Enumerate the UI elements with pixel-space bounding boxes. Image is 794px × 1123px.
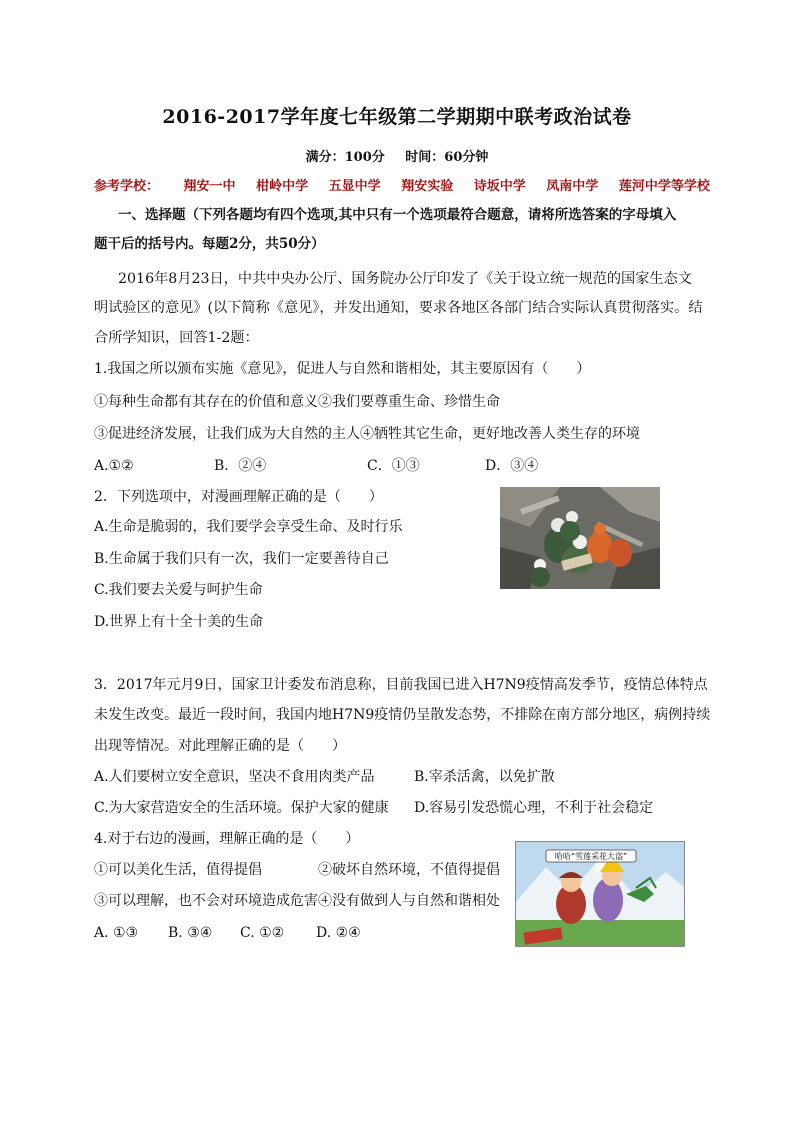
section-heading-cont: 题干后的括号内。每题2分，共50分）: [94, 236, 325, 252]
school-item: 莲河中学等学校: [618, 179, 710, 194]
question-2-choice-a: A.生命是脆弱的，我们要学会享受生命、及时行乐: [94, 519, 403, 535]
section-heading: 一、选择题（下列各题均有四个选项,其中只有一个选项最符合题意，请将所选答案的字母填入: [118, 207, 677, 223]
exam-meta: [0, 146, 794, 165]
question-1-choice-d: D．③④: [485, 458, 539, 474]
question-1-choice-b: B．②④: [214, 458, 267, 474]
full-score: 满分：100分: [305, 150, 385, 165]
intro-paragraph: 2016年8月23日，中共中央办公厅、国务院办公厅印发了《关于设立统一规范的国家生态文: [118, 271, 692, 287]
rescue-photo-drawing: [500, 487, 660, 589]
question-1-stem: 1.我国之所以颁布实施《意见》，促进人与自然和谐相处，其主要原因有（ ）: [94, 361, 591, 377]
question-1-choice-a: A.①②: [94, 458, 134, 474]
question-3-choice-c: C.为大家营造安全的生活环境。保护大家的健康: [94, 800, 389, 816]
question-3-stem: 3．2017年元月9日，国家卫计委发布消息称，目前我国已进入H7N9疫情高发季节，疫情总体特点: [94, 677, 708, 693]
question-3-choice-b: B.宰杀活禽，以免扩散: [414, 769, 555, 785]
cartoon-caption: 哈哈“雪莲采花大盗”: [554, 852, 628, 861]
question-3-choice-d: D.容易引发恐慌心理，不利于社会稳定: [414, 800, 654, 816]
question-4-choice-d: D. ②④: [316, 925, 361, 941]
school-item: 凤南中学: [546, 179, 599, 194]
question-2-choice-d: D.世界上有十全十美的生命: [94, 614, 264, 630]
question-4-statement-2: ②破坏自然环境，不值得提倡: [318, 862, 500, 878]
question-2-stem: 2．下列选项中，对漫画理解正确的是（ ）: [94, 489, 383, 505]
intro-paragraph-cont: 明试验区的意见》(以下简称《意见》，并发出通知，要求各地区各部门结合实际认真贯彻落实。结: [94, 300, 703, 316]
question-1-statements: ③促进经济发展，让我们成为大自然的主人④牺牲其它生命，更好地改善人类生存的环境: [94, 426, 640, 442]
question-4-choice-c: C. ①②: [240, 925, 285, 941]
snow-lotus-cartoon: [515, 841, 685, 947]
intro-paragraph-cont: 合所学知识，回答1-2题：: [94, 330, 259, 346]
question-2-choice-c: C.我们要去关爱与呵护生命: [94, 582, 263, 598]
question-4-choice-a: A. ①③: [94, 925, 139, 941]
schools-label: 参考学校：: [94, 179, 160, 194]
question-4-statements: ③可以理解，也不会对环境造成危害④没有做到人与自然和谐相处: [94, 893, 500, 909]
participating-schools: [94, 175, 710, 194]
school-item: 诗坂中学: [473, 179, 526, 194]
school-item: 翔安实验: [401, 179, 454, 194]
school-item: 五显中学: [328, 179, 381, 194]
question-3-stem-cont: 出现等情况。对此理解正确的是（ ）: [94, 738, 346, 754]
school-item: 翔安一中: [183, 179, 236, 194]
question-4-choice-b: B. ③④: [168, 925, 213, 941]
cartoon-drawing: [516, 842, 684, 946]
page-title: 2016-2017学年度七年级第二学期期中联考政治试卷: [162, 106, 632, 128]
question-2-choice-b: B.生命属于我们只有一次，我们一定要善待自己: [94, 551, 389, 567]
question-4-statement-1: ①可以美化生活，值得提倡: [94, 862, 262, 878]
question-3-choice-a: A.人们要树立安全意识，坚决不食用肉类产品: [94, 769, 375, 785]
question-1-statements: ①每种生命都有其存在的价值和意义②我们要尊重生命、珍惜生命: [94, 394, 500, 410]
school-item: 柑岭中学: [256, 179, 309, 194]
exam-time: 时间：60分钟: [405, 150, 489, 165]
question-4-stem: 4.对于右边的漫画，理解正确的是（ ）: [94, 831, 360, 847]
rescue-photo: [500, 487, 660, 589]
question-1-choice-c: C．①③: [367, 458, 420, 474]
question-3-stem-cont: 未发生改变。最近一段时间，我国内地H7N9疫情仍呈散发态势，不排除在南方部分地区，病例持续: [94, 707, 711, 723]
